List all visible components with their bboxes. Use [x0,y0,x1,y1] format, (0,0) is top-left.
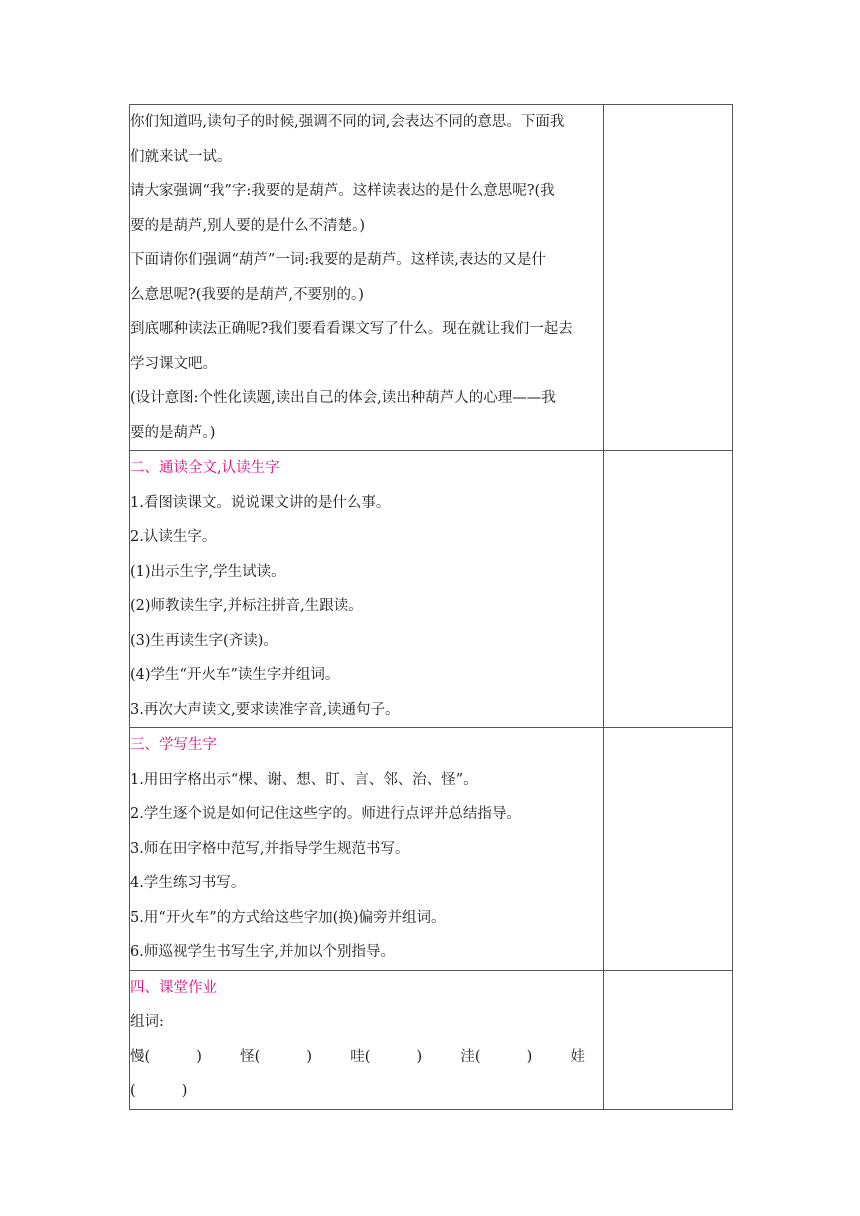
intro-line: 学习课文吧。 [130,355,217,372]
section2-line: 1.看图读课文。说说课文讲的是什么事。 [130,494,391,511]
table-row [130,105,733,451]
section2-cell [130,451,604,728]
section4-cell [130,970,604,1109]
section3-line: 2.学生逐个说是如何记住这些字的。师进行点评并总结指导。 [130,806,521,822]
section2-line: (1)出示生字,学生试读。 [130,563,286,580]
word-blank: 怪( ) [240,1048,313,1065]
word-blank: 哇( ) [350,1048,423,1065]
section2-line: (4)学生“开火车”读生字并组词。 [130,667,340,683]
word-blank: 娃 [570,1048,585,1065]
intro-line: 么意思呢?(我要的是葫芦,不要别的。) [130,286,364,303]
notes-cell [604,970,733,1109]
table-row [130,451,733,728]
word-blank: 洼( ) [460,1048,533,1065]
intro-line: 要的是葫芦,别人要的是什么不清楚。) [130,217,366,234]
section3-line: 4.学生练习书写。 [130,875,246,891]
section2-line: (2)师教读生字,并标注拼音,生跟读。 [130,598,363,614]
section3-cell [130,728,604,971]
table-row [130,970,733,1109]
intro-line: 到底哪种读法正确呢?我们要看看课文写了什么。现在就让我们一起去 [130,321,573,337]
intro-line: (设计意图:个性化读题,读出自己的体会,读出种葫芦人的心理——我 [130,390,556,406]
section2-line: 3.再次大声读文,要求读准字音,读通句子。 [130,701,400,718]
section3-line: 6.师巡视学生书写生字,并加以个别指导。 [130,944,395,960]
notes-cell [604,105,733,451]
word-blank: 慢( ) [130,1048,202,1065]
word-blanks-row [130,1040,603,1075]
notes-cell [604,451,733,728]
intro-line: 们就来试一试。 [130,148,232,165]
section3-line: 3.师在田字格中范写,并指导学生规范书写。 [130,840,410,857]
intro-cell [130,105,604,451]
section3-line: 1.用田字格出示“棵、谢、想、盯、言、邻、治、怪”。 [130,771,478,788]
lesson-plan-table [129,104,733,1110]
intro-line: 要的是葫芦。) [130,424,216,441]
section4-heading: 四、课堂作业 [130,979,217,996]
intro-line: 你们知道吗,读句子的时候,强调不同的词,会表达不同的意思。下面我 [130,114,565,130]
section3-line: 5.用“开火车”的方式给这些字加(换)偏旁并组词。 [130,909,446,926]
intro-line: 下面请你们强调“葫芦”一词:我要的是葫芦。这样读,表达的又是什 [130,252,546,268]
section2-line: 2.认读生字。 [130,529,217,545]
notes-cell [604,728,733,971]
section2-line: (3)生再读生字(齐读)。 [130,632,278,649]
section4-label: 组词: [130,1014,164,1030]
section3-heading: 三、学写生字 [130,737,217,753]
table-row [130,728,733,971]
word-blank-continued: ( ) [130,1083,188,1099]
intro-line: 请大家强调“我”字:我要的是葫芦。这样读表达的是什么意思呢?(我 [130,183,555,199]
section2-heading: 二、通读全文,认读生字 [130,460,280,476]
